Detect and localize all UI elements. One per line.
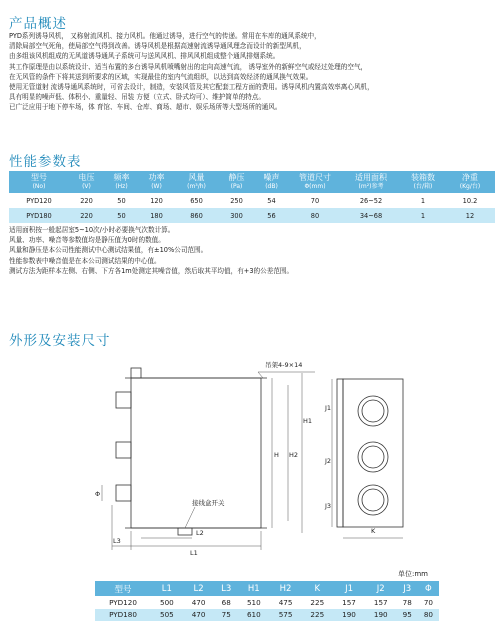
table-cell: 505	[151, 609, 183, 622]
table-cell: 54	[254, 193, 289, 208]
header-cell: J2	[365, 581, 397, 596]
performance-notes	[9, 225, 293, 276]
label-j1: J1	[325, 404, 332, 412]
table-cell: 50	[104, 193, 139, 208]
table-cell: PYD120	[9, 193, 69, 208]
junction-box	[178, 528, 192, 535]
label-phi: Φ	[95, 490, 101, 498]
table-cell: 220	[69, 193, 104, 208]
performance-table	[9, 171, 495, 223]
table-cell: 190	[365, 609, 397, 622]
table-cell: 300	[219, 208, 254, 223]
label-h: H	[274, 451, 279, 459]
note-line: 风量、功率、噪音等参数值均是静压值为0时的数值。	[9, 236, 165, 245]
table-cell: 12	[445, 208, 495, 223]
duct-stub	[116, 485, 131, 501]
label-l3: L3	[113, 537, 121, 545]
table-cell: 575	[270, 609, 302, 622]
note-line: 测试方法为距样本左侧、右侧、下方各1m处测定其噪音值，然后取其平均值，有+3的公差范围。	[9, 266, 294, 275]
table-cell: 220	[69, 208, 104, 223]
table-cell: 95	[397, 609, 418, 622]
note-line: 风量和静压是本公司性能测试中心测试结果值，有±10%公司范围。	[9, 246, 208, 255]
table-cell: 180	[139, 208, 174, 223]
table-cell: 75	[214, 609, 237, 622]
header-cell: 频率 (Hz)	[104, 171, 139, 193]
header-cell: H1	[238, 581, 270, 596]
dimension-table	[95, 581, 439, 621]
table-cell: 10.2	[445, 193, 495, 208]
outlet-inner	[362, 446, 384, 468]
table-cell: 190	[333, 609, 365, 622]
outlet-circle	[358, 396, 388, 426]
table-cell: 860	[174, 208, 219, 223]
table-cell: 1	[401, 193, 445, 208]
note-line: 适用面积按一般起居室5~10次/小时必要换气次数计算。	[9, 226, 175, 234]
side-view-outline	[343, 379, 403, 527]
header-cell: L3	[214, 581, 237, 596]
table-cell: 470	[183, 609, 215, 622]
header-cell: K	[301, 581, 333, 596]
duct-stub	[116, 392, 131, 408]
label-k: K	[371, 527, 376, 535]
table-cell: 225	[301, 596, 333, 609]
table-cell: 68	[214, 596, 237, 609]
table-cell: 70	[289, 193, 341, 208]
label-junction-box: 接线盒开关	[192, 499, 225, 507]
table-cell: 80	[418, 609, 439, 622]
table-cell: 500	[151, 596, 183, 609]
label-l1: L1	[190, 549, 198, 557]
table-cell: 78	[397, 596, 418, 609]
header-cell: 静压 (Pa)	[219, 171, 254, 193]
label-h2: H2	[289, 451, 299, 459]
header-cell: L1	[151, 581, 183, 596]
header-cell: L2	[183, 581, 215, 596]
header-cell: 电压 (V)	[69, 171, 104, 193]
outlet-circle	[358, 485, 388, 515]
header-cell: 噪声 (dB)	[254, 171, 289, 193]
intro-line: 清除局部空气死角，使局部空气得到改善。诱导风机是根据高速射流诱导通风理念而设计的新型风机，	[9, 42, 306, 51]
table-cell: 650	[174, 193, 219, 208]
header-cell: 风量 (m³/h)	[174, 171, 219, 193]
dimension-drawing	[0, 345, 500, 565]
table-row	[9, 193, 495, 208]
label-h1: H1	[303, 417, 313, 425]
table-cell: 56	[254, 208, 289, 223]
leader-line	[258, 372, 263, 378]
intro-line: 由多组该风机组成的无风道诱导通风子系统可与送风风机、排风风机组成整个通风排烟系统。	[9, 52, 280, 61]
header-cell: 功率 (W)	[139, 171, 174, 193]
table-cell: 475	[270, 596, 302, 609]
intro-title: 产品概述	[9, 16, 67, 32]
table-cell: 610	[238, 609, 270, 622]
header-cell: H2	[270, 581, 302, 596]
table-cell: 70	[418, 596, 439, 609]
table-cell: PYD120	[95, 596, 151, 609]
note-line: 性能参数表中噪音值是在本公司测试结果的中心值。	[9, 256, 161, 265]
intro-text	[9, 31, 495, 113]
table-cell: 250	[219, 193, 254, 208]
unit-label: 单位:mm	[398, 570, 428, 578]
header-cell: Φ	[418, 581, 439, 596]
header-cell: 适用面积 (m²)参考	[341, 171, 401, 193]
table-cell: 120	[139, 193, 174, 208]
label-j2: J2	[325, 457, 332, 465]
performance-header-row	[9, 171, 495, 193]
intro-line: 具有明显的噪声低、体积小、重量轻、吊装 方便（立式、卧式均可）、维护简单的特点。	[9, 93, 265, 102]
intro-line: PYD系列诱导风机， 又称射流风机、接力风机。他通过诱导，进行空气的传递。常用在车库的通风系统中，	[9, 32, 321, 40]
table-cell: PYD180	[9, 208, 69, 223]
top-mount	[131, 368, 141, 378]
label-hanger: 吊架4-9×14	[265, 361, 303, 369]
table-row	[9, 208, 495, 223]
table-cell: 1	[401, 208, 445, 223]
side-flange	[337, 379, 343, 527]
table-cell: PYD180	[95, 609, 151, 622]
label-l2: L2	[196, 529, 204, 537]
table-cell: 157	[333, 596, 365, 609]
performance-title: 性能参数表	[9, 154, 82, 170]
header-cell: 型号	[95, 581, 151, 596]
intro-line: 使用无管道射 流诱导通风系统时，可省去设计，制造，安装风管及其它配套工程方面的费用。诱导风机内置高效率离心风机，	[9, 83, 374, 92]
intro-line: 在无风管的条件下将其送到所要求的区域，实现最佳的室内气流组织，以达到高效经济的通风换气效果。	[9, 72, 313, 81]
table-row	[95, 596, 439, 609]
table-cell: 26~52	[341, 193, 401, 208]
dimensions-title: 外形及安装尺寸	[9, 333, 111, 349]
header-cell: 管道尺寸 Φ(mm)	[289, 171, 341, 193]
header-cell: 净重 (Kg/台)	[445, 171, 495, 193]
header-cell: 装箱数 (台/箱)	[401, 171, 445, 193]
outlet-inner	[362, 400, 384, 422]
header-cell: J1	[333, 581, 365, 596]
intro-line: 已广泛应用于地下停车场，体 育馆、车间、仓库、商场、超市、娱乐场所等大型场所的通风。	[9, 103, 282, 112]
duct-stub	[116, 442, 131, 458]
table-cell: 225	[301, 609, 333, 622]
table-cell: 34~68	[341, 208, 401, 223]
header-cell: 型号 (No)	[9, 171, 69, 193]
intro-line: 其工作原理是由以系统设计、适当布置的多台诱导风机喷嘴射出的定向高速气流， 诱导室外的新鲜空气或经过处理的空气，	[9, 62, 368, 71]
table-cell: 50	[104, 208, 139, 223]
header-cell: J3	[397, 581, 418, 596]
dimension-header-row	[95, 581, 439, 596]
table-row	[95, 609, 439, 622]
table-cell: 510	[238, 596, 270, 609]
table-cell: 157	[365, 596, 397, 609]
label-j3: J3	[325, 502, 332, 510]
table-cell: 80	[289, 208, 341, 223]
leader-line	[185, 507, 195, 528]
outlet-circle	[358, 442, 388, 472]
outlet-inner	[362, 489, 384, 511]
table-cell: 470	[183, 596, 215, 609]
